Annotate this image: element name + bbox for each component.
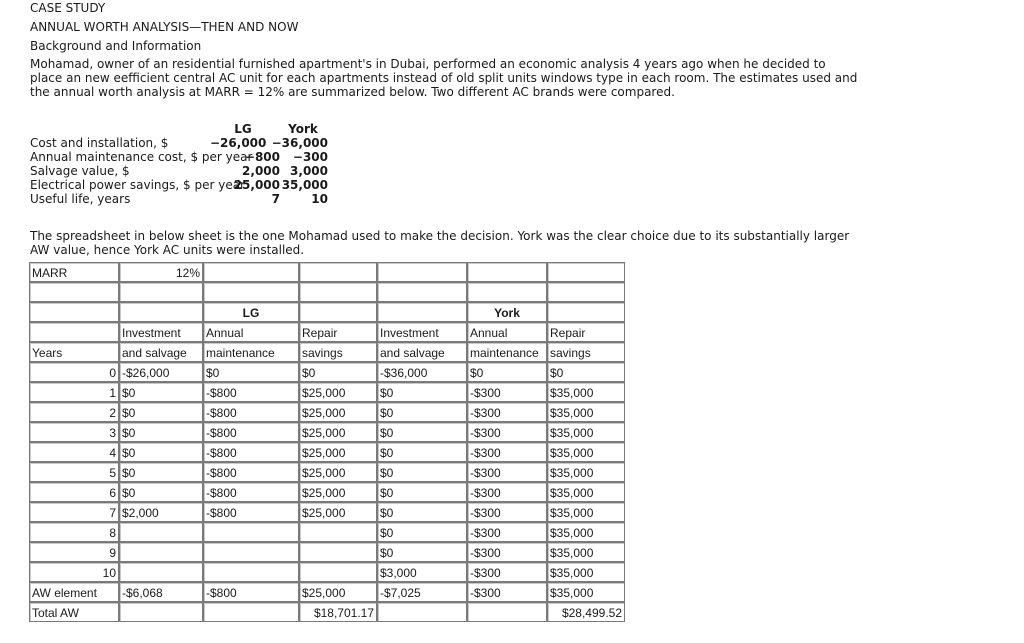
year-cell: 7 xyxy=(29,502,119,522)
table-row xyxy=(29,362,625,382)
header-years: Years xyxy=(29,342,119,362)
year-cell: 2 xyxy=(29,402,119,422)
lg-maintenance-cell: -$800 xyxy=(203,402,299,422)
header-investment: Investment xyxy=(377,322,467,342)
summary-lg-value: 2,000 xyxy=(242,164,280,178)
york-investment-cell: $0 xyxy=(377,422,467,442)
york-investment-cell: -$36,000 xyxy=(377,362,467,382)
york-investment-cell: $0 xyxy=(377,522,467,542)
lg-savings-cell: $25,000 xyxy=(299,402,377,422)
table-row xyxy=(29,542,625,562)
summary-lg-value: −26,000 xyxy=(210,136,267,150)
lg-aw-savings: $25,000 xyxy=(299,582,377,602)
year-cell: 10 xyxy=(29,562,119,582)
sheet-row xyxy=(29,322,625,342)
york-savings-cell: $35,000 xyxy=(547,442,625,462)
york-investment-cell: $3,000 xyxy=(377,562,467,582)
york-section-header: York xyxy=(467,302,547,322)
summary-york-value: 35,000 xyxy=(281,178,328,192)
york-aw-investment: -$7,025 xyxy=(377,582,467,602)
york-investment-cell: $0 xyxy=(377,462,467,482)
york-investment-cell: $0 xyxy=(377,502,467,522)
york-maintenance-cell: -$300 xyxy=(467,542,547,562)
lg-savings-cell xyxy=(299,522,377,542)
york-savings-cell: $35,000 xyxy=(547,502,625,522)
case-study-label: CASE STUDY xyxy=(30,1,106,15)
york-savings-cell: $35,000 xyxy=(547,542,625,562)
york-maintenance-cell: -$300 xyxy=(467,382,547,402)
york-aw-maintenance: -$300 xyxy=(467,582,547,602)
year-cell: 0 xyxy=(29,362,119,382)
lg-savings-cell: $25,000 xyxy=(299,462,377,482)
york-maintenance-cell: -$300 xyxy=(467,562,547,582)
lg-aw-investment: -$6,068 xyxy=(119,582,203,602)
york-maintenance-cell: -$300 xyxy=(467,502,547,522)
summary-header-york: York xyxy=(288,122,318,136)
lg-maintenance-cell: -$800 xyxy=(203,502,299,522)
summary-york-value: 10 xyxy=(311,192,328,206)
header-and-salvage: and salvage xyxy=(119,342,203,362)
lg-investment-cell: $0 xyxy=(119,442,203,462)
marr-label: MARR xyxy=(29,262,119,282)
lg-investment-cell xyxy=(119,542,203,562)
lg-savings-cell: $25,000 xyxy=(299,502,377,522)
header-repair: Repair xyxy=(547,322,625,342)
summary-york-value: −300 xyxy=(292,150,328,164)
york-maintenance-cell: -$300 xyxy=(467,462,547,482)
summary-label: Annual maintenance cost, $ per year xyxy=(30,150,253,164)
lg-savings-cell xyxy=(299,562,377,582)
intro-line-2: place an new eefficient central AC unit for each apartments instead of old split units windows type in each room. The estimates used and xyxy=(30,71,858,85)
year-cell: 3 xyxy=(29,422,119,442)
summary-york-value: 3,000 xyxy=(290,164,328,178)
header-annual: Annual xyxy=(203,322,299,342)
lg-maintenance-cell xyxy=(203,562,299,582)
york-savings-cell: $35,000 xyxy=(547,482,625,502)
lg-maintenance-cell: -$800 xyxy=(203,462,299,482)
york-maintenance-cell: -$300 xyxy=(467,522,547,542)
header-and-salvage: and salvage xyxy=(377,342,467,362)
header-savings: savings xyxy=(299,342,377,362)
lg-maintenance-cell: -$800 xyxy=(203,442,299,462)
york-savings-cell: $35,000 xyxy=(547,382,625,402)
lg-section-header: LG xyxy=(203,302,299,322)
york-savings-cell: $0 xyxy=(547,362,625,382)
lg-maintenance-cell: -$800 xyxy=(203,422,299,442)
york-maintenance-cell: -$300 xyxy=(467,422,547,442)
york-savings-cell: $35,000 xyxy=(547,522,625,542)
total-aw-row xyxy=(29,602,625,622)
closing-line-2: AW value, hence York AC units were installed. xyxy=(30,243,305,257)
table-row xyxy=(29,462,625,482)
lg-maintenance-cell xyxy=(203,542,299,562)
year-cell: 9 xyxy=(29,542,119,562)
york-investment-cell: $0 xyxy=(377,382,467,402)
year-cell: 1 xyxy=(29,382,119,402)
summary-lg-value: 7 xyxy=(271,192,280,206)
sheet-row xyxy=(29,262,625,282)
lg-investment-cell: $0 xyxy=(119,462,203,482)
york-maintenance-cell: $0 xyxy=(467,362,547,382)
header-maintenance: maintenance xyxy=(203,342,299,362)
lg-savings-cell xyxy=(299,542,377,562)
year-cell: 6 xyxy=(29,482,119,502)
table-row xyxy=(29,482,625,502)
sheet-row xyxy=(29,302,625,322)
document-title: ANNUAL WORTH ANALYSIS—THEN AND NOW xyxy=(30,20,299,34)
table-row xyxy=(29,562,625,582)
table-row xyxy=(29,522,625,542)
table-row xyxy=(29,442,625,462)
summary-york-value: −36,000 xyxy=(271,136,328,150)
summary-label: Cost and installation, $ xyxy=(30,136,169,150)
aw-element-row xyxy=(29,582,625,602)
york-investment-cell: $0 xyxy=(377,542,467,562)
header-savings: savings xyxy=(547,342,625,362)
lg-savings-cell: $25,000 xyxy=(299,422,377,442)
summary-lg-value: 25,000 xyxy=(233,178,280,192)
lg-investment-cell: $0 xyxy=(119,402,203,422)
lg-investment-cell: $0 xyxy=(119,422,203,442)
lg-maintenance-cell xyxy=(203,522,299,542)
york-maintenance-cell: -$300 xyxy=(467,402,547,422)
year-cell: 4 xyxy=(29,442,119,462)
lg-maintenance-cell: $0 xyxy=(203,362,299,382)
lg-investment-cell: $0 xyxy=(119,382,203,402)
lg-savings-cell: $25,000 xyxy=(299,482,377,502)
lg-savings-cell: $25,000 xyxy=(299,382,377,402)
lg-aw-maintenance: -$800 xyxy=(203,582,299,602)
header-annual: Annual xyxy=(467,322,547,342)
header-repair: Repair xyxy=(299,322,377,342)
york-total-aw: $28,499.52 xyxy=(547,602,625,622)
sheet-row xyxy=(29,282,625,302)
lg-investment-cell: $0 xyxy=(119,482,203,502)
closing-line-1: The spreadsheet in below sheet is the one Mohamad used to make the decision. York was the clear choice due to its substantially larger xyxy=(30,229,850,243)
summary-lg-value: −800 xyxy=(244,150,280,164)
york-investment-cell: $0 xyxy=(377,402,467,422)
lg-maintenance-cell: -$800 xyxy=(203,482,299,502)
table-row xyxy=(29,422,625,442)
table-row xyxy=(29,402,625,422)
lg-savings-cell: $25,000 xyxy=(299,442,377,462)
header-investment: Investment xyxy=(119,322,203,342)
lg-total-aw: $18,701.17 xyxy=(299,602,377,622)
york-maintenance-cell: -$300 xyxy=(467,482,547,502)
york-investment-cell: $0 xyxy=(377,442,467,462)
york-investment-cell: $0 xyxy=(377,482,467,502)
year-cell: 8 xyxy=(29,522,119,542)
lg-investment-cell: -$26,000 xyxy=(119,362,203,382)
summary-label: Salvage value, $ xyxy=(30,164,130,178)
york-savings-cell: $35,000 xyxy=(547,422,625,442)
lg-maintenance-cell: -$800 xyxy=(203,382,299,402)
total-aw-label: Total AW xyxy=(29,602,119,622)
aw-spreadsheet xyxy=(29,262,625,622)
lg-investment-cell xyxy=(119,562,203,582)
york-maintenance-cell: -$300 xyxy=(467,442,547,462)
summary-label: Useful life, years xyxy=(30,192,131,206)
york-savings-cell: $35,000 xyxy=(547,462,625,482)
header-maintenance: maintenance xyxy=(467,342,547,362)
york-savings-cell: $35,000 xyxy=(547,402,625,422)
summary-label: Electrical power savings, $ per year xyxy=(30,178,245,192)
york-aw-savings: $35,000 xyxy=(547,582,625,602)
sheet-row xyxy=(29,342,625,362)
lg-savings-cell: $0 xyxy=(299,362,377,382)
section-heading: Background and Information xyxy=(30,39,202,53)
summary-header-lg: LG xyxy=(234,122,252,136)
marr-value: 12% xyxy=(119,262,203,282)
lg-investment-cell: $2,000 xyxy=(119,502,203,522)
intro-line-3: the annual worth analysis at MARR = 12% are summarized below. Two different AC brands were compared. xyxy=(30,85,675,99)
table-row xyxy=(29,502,625,522)
york-savings-cell: $35,000 xyxy=(547,562,625,582)
intro-line-1: Mohamad, owner of an residential furnished apartment's in Dubai, performed an economic analysis 4 years ago when he decided to xyxy=(30,57,826,71)
lg-investment-cell xyxy=(119,522,203,542)
table-row xyxy=(29,382,625,402)
aw-element-label: AW element xyxy=(29,582,119,602)
year-cell: 5 xyxy=(29,462,119,482)
